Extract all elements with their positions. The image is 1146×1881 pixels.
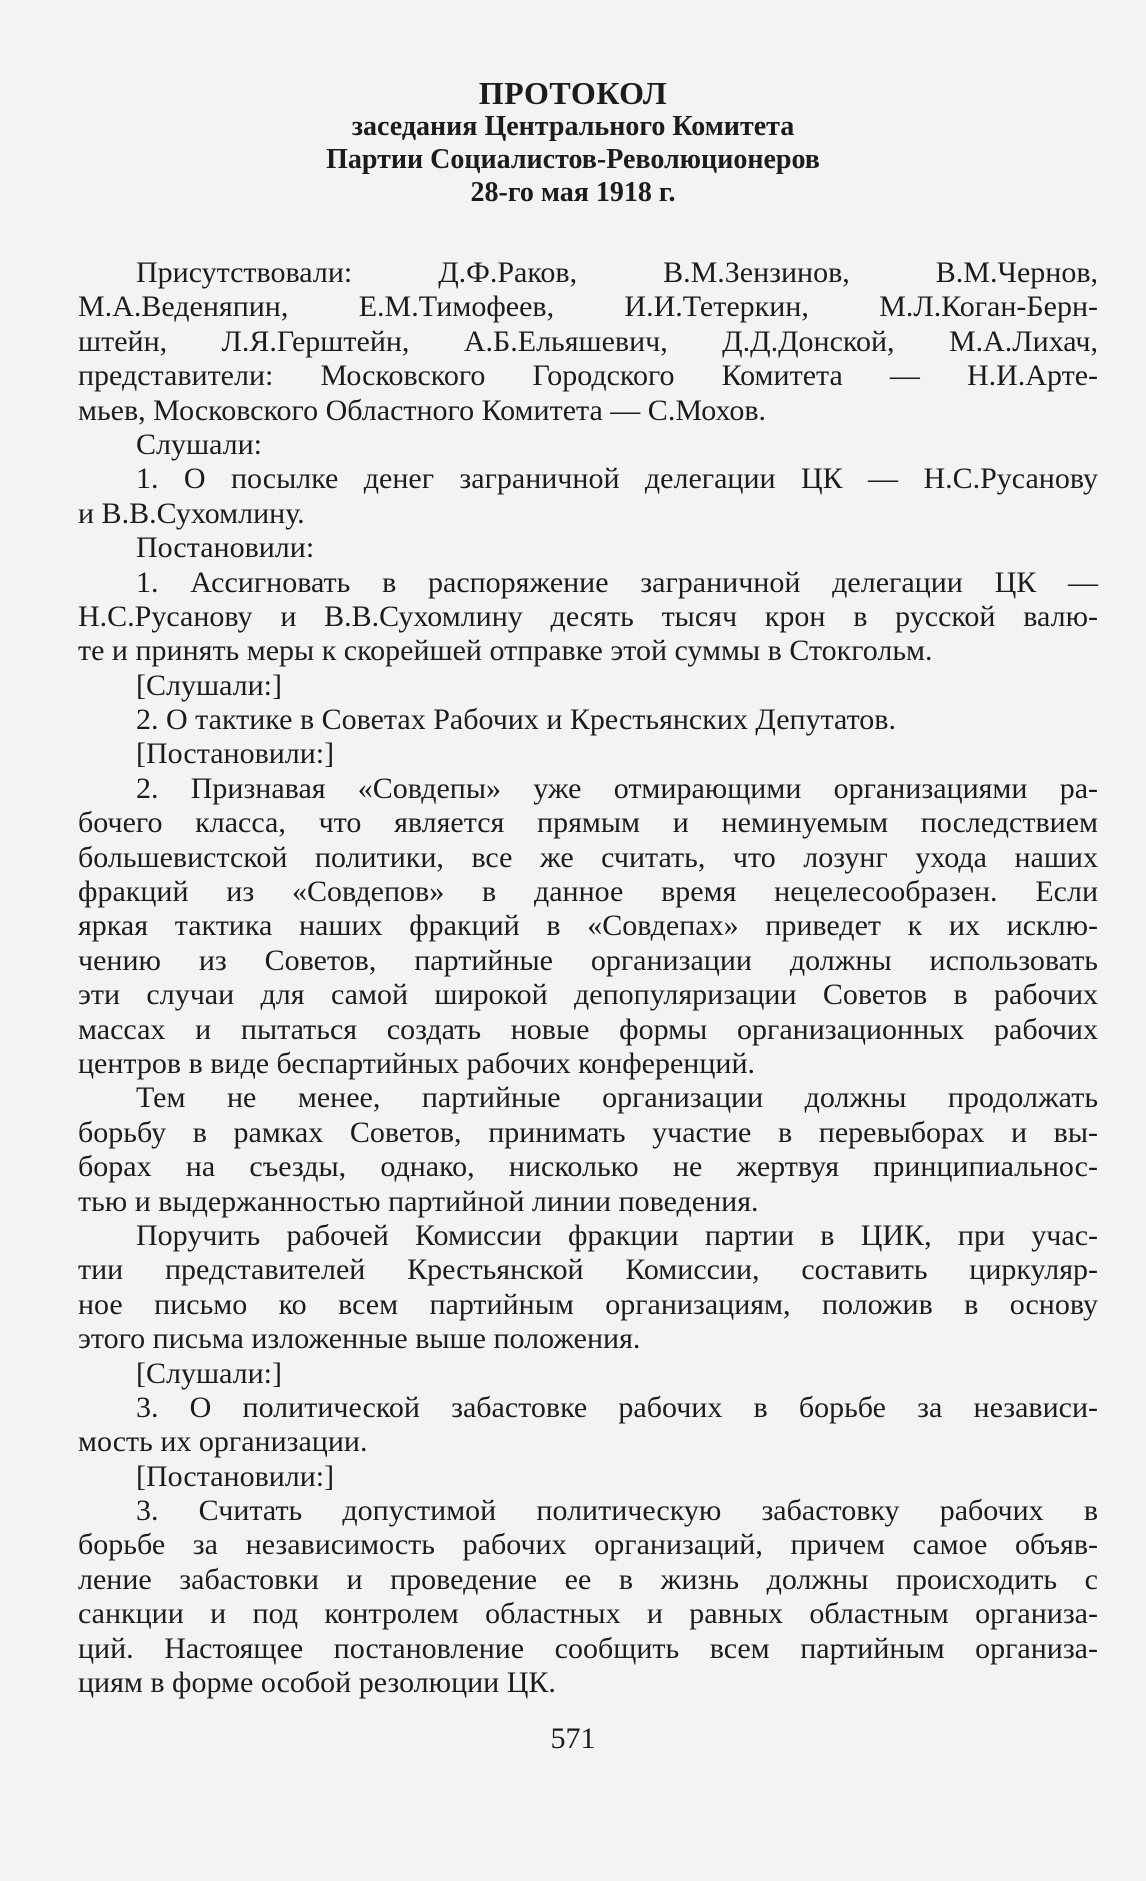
text-line: борах на съезды, однако, нисколько не жертвуя принципиальнос- xyxy=(78,1150,1098,1184)
document-subtitle: Партии Социалистов-Революционеров xyxy=(326,144,820,175)
text-line: те и принять меры к скорейшей отправке этой суммы в Стокгольм. xyxy=(78,634,933,668)
document-subtitle: заседания Центрального Комитета xyxy=(351,111,795,142)
text-line: 3. Считать допустимой политическую забастовку рабочих в xyxy=(136,1494,1098,1528)
text-line: тью и выдержанностью партийной линии поведения. xyxy=(78,1184,759,1218)
document-title: ПРОТОКОЛ xyxy=(478,75,668,111)
page-number: 571 xyxy=(550,1722,596,1755)
text-line: чению из Советов, партийные организации должны использовать xyxy=(78,943,1098,977)
text-line: [Постановили:] xyxy=(136,737,335,771)
text-line: борьбу в рамках Советов, принимать участие в перевыборах и вы- xyxy=(78,1115,1098,1149)
text-line: центров в виде беспартийных рабочих конференций. xyxy=(78,1046,756,1080)
text-line: мьев, Московского Областного Комитета — С.Мохов. xyxy=(78,393,767,427)
text-line: [Постановили:] xyxy=(136,1459,335,1493)
text-line: [Слушали:] xyxy=(136,1356,283,1390)
text-line: бочего класса, что является прямым и неминуемым последствием xyxy=(78,806,1098,840)
text-line: 1. Ассигновать в распоряжение заграничной делегации ЦК — xyxy=(136,565,1098,599)
text-line: большевистской политики, все же считать, что лозунг ухода наших xyxy=(78,840,1098,874)
text-line: М.А.Веденяпин, Е.М.Тимофеев, И.И.Тетеркин, М.Л.Коган-Берн- xyxy=(78,290,1098,324)
text-line: ное письмо ко всем партийным организациям, положив в основу xyxy=(78,1287,1098,1321)
text-line: 3. О политической забастовке рабочих в борьбе за независи- xyxy=(136,1390,1098,1424)
text-line: яркая тактика наших фракций в «Совдепах» приведет к их исклю- xyxy=(78,909,1098,943)
text-line: Присутствовали: Д.Ф.Раков, В.М.Зензинов, В.М.Чернов, xyxy=(136,256,1098,289)
text-line: 1. О посылке денег заграничной делегации ЦК — Н.С.Русанову xyxy=(136,462,1098,496)
text-line: 2. О тактике в Советах Рабочих и Крестьянских Депутатов. xyxy=(136,703,896,737)
text-line: фракций из «Совдепов» в данное время нецелесообразен. Если xyxy=(78,875,1098,909)
document-header xyxy=(0,76,1146,209)
text-line: ление забастовки и проведение ее в жизнь должны происходить с xyxy=(78,1562,1098,1596)
text-line: Поручить рабочей Комиссии фракции партии в ЦИК, при учас- xyxy=(136,1218,1098,1252)
text-line: 2. Признавая «Совдепы» уже отмирающими организациями ра- xyxy=(136,771,1098,805)
text-line: тии представителей Крестьянской Комиссии, составить циркуляр- xyxy=(78,1253,1098,1287)
text-line: ций. Настоящее постановление сообщить всем партийным организа- xyxy=(78,1631,1098,1665)
text-line: санкции и под контролем областных и равных областным организа- xyxy=(78,1597,1098,1631)
text-line: Слушали: xyxy=(136,427,263,461)
text-line: и В.В.Сухомлину. xyxy=(78,496,305,530)
text-line: Постановили: xyxy=(136,531,315,565)
text-line: представители: Московского Городского Комитета — Н.И.Арте- xyxy=(78,359,1098,393)
text-line: [Слушали:] xyxy=(136,668,283,702)
text-line: этого письма изложенные выше положения. xyxy=(78,1322,641,1356)
text-line: циям в форме особой резолюции ЦК. xyxy=(78,1666,556,1700)
text-line: эти случаи для самой широкой депопуляризации Советов в рабочих xyxy=(78,978,1098,1012)
document-date: 28-го мая 1918 г. xyxy=(470,177,676,208)
text-line: борьбе за независимость рабочих организаций, причем самое объяв- xyxy=(78,1528,1098,1562)
text-line: массах и пытаться создать новые формы организационных рабочих xyxy=(78,1012,1098,1046)
document-body xyxy=(78,256,1098,1700)
text-line: Тем не менее, партийные организации должны продолжать xyxy=(136,1081,1098,1115)
text-line: Н.С.Русанову и В.В.Сухомлину десять тысяч крон в русской валю- xyxy=(78,599,1098,633)
text-line: мость их организации. xyxy=(78,1425,368,1459)
text-line: штейн, Л.Я.Герштейн, А.Б.Ельяшевич, Д.Д.Донской, М.А.Лихач, xyxy=(78,324,1098,358)
